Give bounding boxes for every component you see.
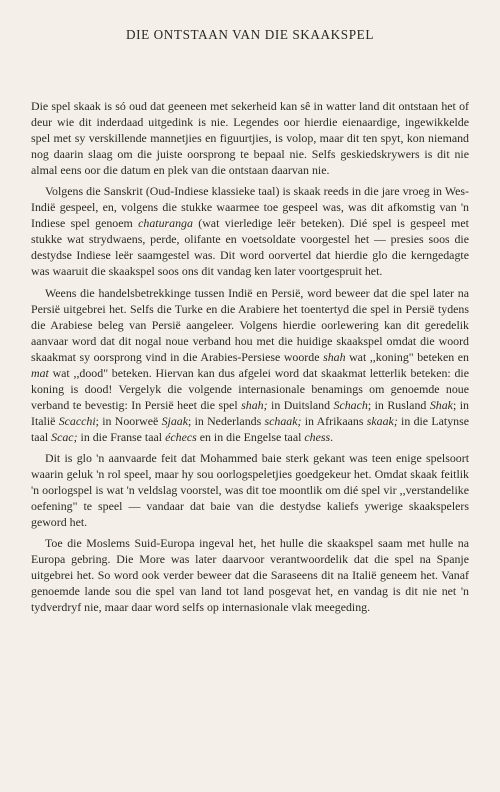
text-run: Dit is glo 'n aanvaarde feit dat Mohammed baie sterk gekant was teen enige spelsoort waarin geluk 'n rol speel, maar hy sou oorlogspeletjies goedgekeur het. Omdat skaak feitlik 'n oorlogspel is wat 'n veldslag voorstel, was dit toe moontlik om dié spel vir ,,verstandelike oefening" te speel — vandaar dat baie van die destydse kaliefs ywerige skaakspelers geword het. (31, 450, 469, 530)
text-run: Volgens die Sanskrit (Oud-Indiese klassieke taal) is skaak reeds in die jare vroeg in Wes-Indië gespeel, en, volgens die stukke waarmee toe gespeel was, was dit afkomstig van 'n Indiese spel genoem (31, 184, 469, 231)
italic-term: Shak (429, 397, 453, 412)
paragraph (31, 285, 469, 445)
text-run: Toe die Moslems Suid-Europa ingeval het, het hulle die skaakspel saam met hulle na Europa gebring. Die More was later daarvoor verantwoordelik dat die spel na Spanje uitgebrei het. So word ook verder beweer dat die Saraseens dit na Italië geneem het. Vanaf genoemde lande sou die spel van land tot land posgevat het, en vandag is dit nie net 'n tydverdryf nie, maar daar word selfs op internasionale vlak meegeding. (31, 536, 469, 615)
text-run: wat ,,koning" beteken en (345, 349, 469, 364)
text-run: . (330, 429, 334, 444)
italic-term: Scacchi (58, 413, 96, 428)
paragraph (31, 535, 469, 615)
italic-term: chaturanga (138, 216, 193, 231)
text-run: ; in Nederlands (188, 413, 265, 428)
text-run: in Afrikaans (301, 413, 367, 428)
text-run: ; in Rusland (367, 397, 430, 412)
italic-term: schaak; (264, 413, 302, 428)
italic-term: skaak; (366, 413, 398, 428)
text-run: Weens die handelsbetrekkinge tussen Indië en Persië, word beweer dat die spel later na Persië uitgebrei het. Selfs die Turke en die Arabiere het toentertyd die spel in Persië tydens die Arabiese beleg van Persië aangeleer. Volgens hierdie oorlewering kan dit geredelik aanvaar word dat dit nogal noue verband hou met die huidige skaakspel omdat die woord skaakmat sy oorsprong vind in die Arabies-Persiese woorde (31, 285, 469, 364)
italic-term: Scac; (51, 429, 78, 444)
text-run: in die Latynse taal (31, 413, 469, 444)
paragraph (31, 183, 469, 279)
text-run: wat ,,dood" beteken. Hiervan kan dus afgelei word dat skaakmat letterlik beteken: die koning is dood! Vergelyk die volgende internasionale benamings om genoemde noue verband te bevestig: In Persië heet die spel (31, 365, 469, 412)
paragraph (31, 450, 469, 530)
text-run: ; in Italië (31, 397, 469, 428)
page-title: DIE ONTSTAAN VAN DIE SKAAKSPEL (126, 27, 374, 42)
article-body (31, 98, 469, 615)
italic-term: shah; (241, 397, 268, 412)
text-run: in Duitsland (267, 397, 334, 412)
italic-term: échecs (165, 429, 197, 444)
paragraph (31, 98, 469, 178)
text-run: ; in Noorweë (95, 413, 162, 428)
text-run: (wat vierledige leër beteken). Dié spel is gespeel met stukke wat strydwaens, perde, olifante en voetsoldate voorgestel het — presies soos die destydse Indiese leër saamgestel was. Dit word oorvertel dat hierdie glo die kerngedagte was waaruit die skaakspel soos ons dit vandag ken later voortgespruit het. (31, 216, 469, 279)
italic-term: mat (31, 365, 49, 380)
text-run: en in die Engelse taal (196, 429, 305, 444)
text-run: in die Franse taal (77, 429, 166, 444)
italic-term: Schach (333, 397, 368, 412)
text-run: Die spel skaak is só oud dat geeneen met sekerheid kan sê in watter land dit ontstaan het of deur wie dit inderdaad uitgedink is nie. Legendes oor hierdie eienaardige, ingewikkelde spel met sy verskillende mannetjies en figuurtjies, is volop, maar dit ten spyt, kon niemand nog daarin slaag om die juiste oorsprong te bepaal nie. Selfs geskiedskrywers is dit nie almal eens oor die datum en plek van die ontstaan daarvan nie. (31, 99, 469, 178)
italic-term: Sjaak (161, 413, 189, 428)
italic-term: shah (323, 349, 346, 364)
italic-term: chess (304, 429, 331, 444)
